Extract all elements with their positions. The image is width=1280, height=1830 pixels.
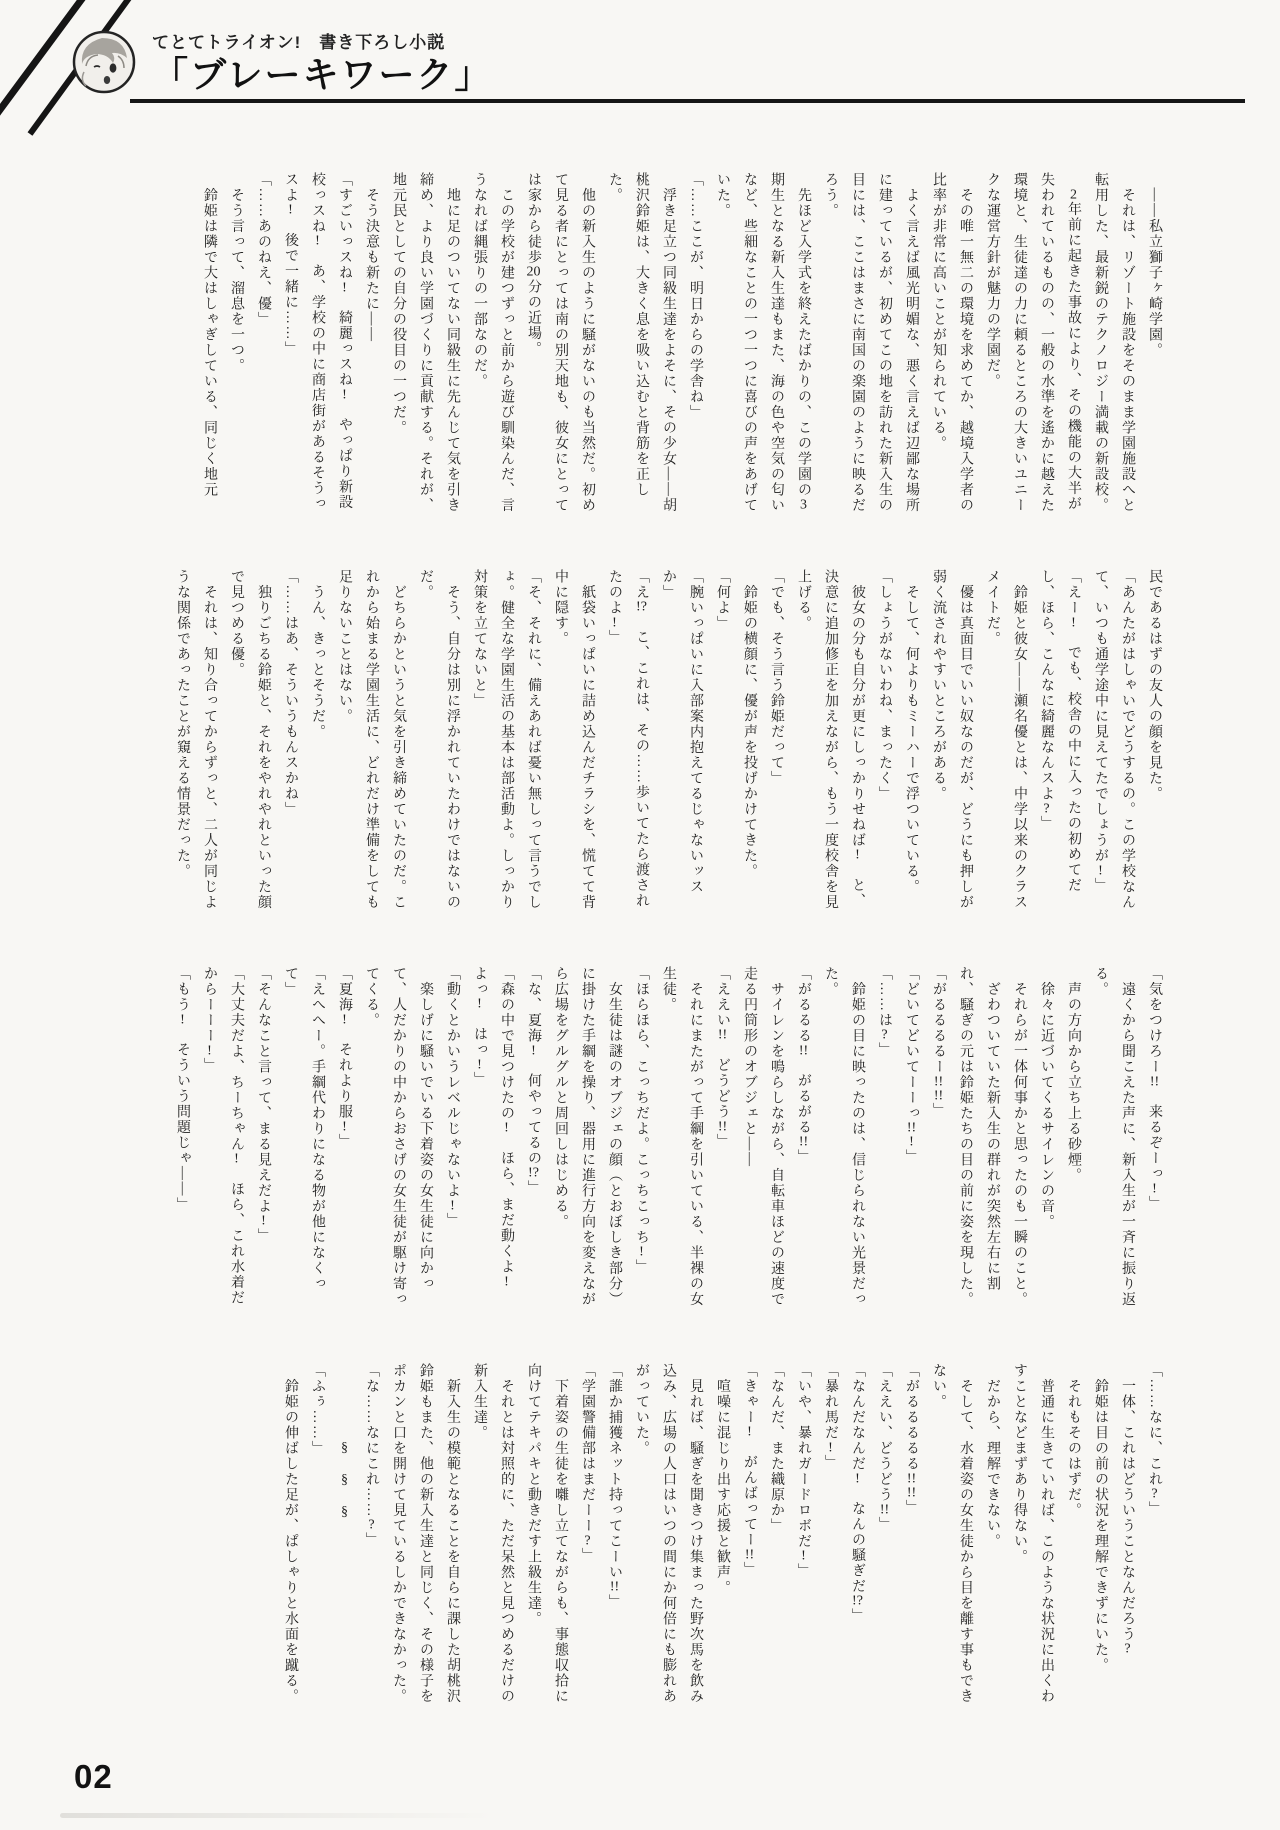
- paragraph: 下着姿の生徒を囃し立てながらも、事態収拾に向けてテキパキと動きだす上級生達。: [526, 1363, 568, 1704]
- paragraph: 「な……なにこれ……?」: [364, 1363, 379, 1548]
- paragraph: だから、理解できない。: [985, 1363, 1000, 1549]
- paragraph: 声の方向から立ち上る砂煙。: [1066, 966, 1081, 1183]
- paragraph: そして、何よりもミーハーで浮ついている。: [904, 569, 919, 895]
- page-number: 02: [74, 1758, 113, 1795]
- paragraph: 彼女の分も自分が更にしっかりせねば! と、決意に追加修正を加えながら、もう一度校舎を見上げる。: [796, 569, 865, 910]
- paragraph: ――私立獅子ヶ崎学園。: [1147, 172, 1162, 358]
- paragraph: 「……ここが、明日からの学舎ね」: [688, 172, 703, 420]
- paragraph: 「……なに、これ?」: [1147, 1363, 1162, 1517]
- paragraph: 2年前に起きた事故により、その機能の大半が失われているものの、一般の水準を遙かに越えた環境と、生徒達の力に頼るところの大きいユニークな運営方針が魅力の学園だ。: [985, 172, 1081, 513]
- paragraph: 鈴姫の伸ばした足が、ぱしゃりと水面を蹴る。: [283, 1363, 298, 1704]
- paragraph: 地に足のついてない同級生に先んじて気を引き締め、より良い学園づくりに貢献する。それが、地元民としての自分の役目の一つだ。: [391, 172, 460, 513]
- paragraph: 一体、これはどういうことなんだろう?: [1120, 1363, 1135, 1656]
- paragraph: 「えー! でも、校舎の中に入ったの初めてだし、ほら、こんなに綺麗なんスよ?」: [1039, 569, 1081, 893]
- avatar: [72, 30, 136, 94]
- text-band-4: [83, 1363, 1168, 1707]
- paragraph: 「がるるるるー!!!!」: [931, 966, 946, 1118]
- paragraph: 民であるはずの友人の顔を見た。: [1147, 569, 1162, 802]
- paragraph: 「しょうがないわね、まったく」: [877, 569, 892, 802]
- paragraph: サイレンを鳴らしながら、自転車ほどの速度で走る円筒形のオブジェと――: [742, 966, 784, 1307]
- paragraph: 「誰か捕獲ネット持ってこーい!!」: [607, 1363, 622, 1610]
- paragraph: それにまたがって手綱を引いている、半裸の女生徒。: [661, 966, 703, 1307]
- paragraph: 新入生の模範となることを自らに課した胡桃沢鈴姫もまた、他の新入生達と同じく、その様子をポカンと口を開けて見ているしかできなかった。: [391, 1363, 460, 1704]
- paragraph: 「……はあ、そういうもんスかね」: [283, 569, 298, 817]
- paragraph: 「がるるる!! がるがる!!」: [796, 966, 811, 1165]
- paragraph: 「何よ」: [715, 569, 730, 631]
- paragraph: そして、水着姿の女生徒から目を離す事もできない。: [931, 1363, 973, 1704]
- paragraph: そう決意も新たに――: [364, 172, 379, 343]
- paragraph: この学校が建つずっと前から遊び馴染んだ、言うなれば縄張りの一部なのだ。: [472, 172, 514, 513]
- paragraph: 「いや、暴れガードロボだ!」: [796, 1363, 811, 1579]
- paragraph: 「学園警備部はまだーー?」: [580, 1363, 595, 1563]
- paragraph: 先ほど入学式を終えたばかりの、この学園の3期生となる新入生達もまた、海の色や空気の匂いなど、些細なことの一つ一つに喜びの声をあげていた。: [715, 172, 811, 513]
- paragraph: 優は真面目でいい奴なのだが、どうにも押しが弱く流されやすいところがある。: [931, 569, 973, 910]
- paragraph: § § §: [337, 1363, 352, 1521]
- paragraph: 「なんだ、また織原か」: [769, 1363, 784, 1534]
- paragraph: そう言って、溜息を一つ。: [229, 172, 244, 374]
- paragraph: 「ええい!! どうどう!!」: [715, 966, 730, 1149]
- paragraph: 普通に生きていれば、このような状況に出くわすことなどまずあり得ない。: [1012, 1363, 1054, 1704]
- paragraph: 「そ、それに、備えあれば憂い無しって言うでしょ。健全な学園生活の基本は部活動よ。しっかり対策を立てないと」: [472, 569, 541, 910]
- paragraph: 「すごいっスね! 綺麗っスね! やっぱり新設校っスね! あ、学校の中に商店街があるそうっスよ! 後で一緒に……」: [283, 172, 352, 512]
- paragraph: ざわついていた新入生の群れが突然左右に割れ、騒ぎの元は鈴姫たちの目の前に姿を現した。: [958, 966, 1000, 1307]
- paragraph: 「ふぅ……」: [310, 1363, 325, 1456]
- paragraph: うん、きっとそうだ。: [310, 569, 325, 740]
- paragraph: 「夏海! それより服!」: [337, 966, 352, 1149]
- paragraph: 楽しげに騒いでいる下着姿の女生徒に向かって、人だかりの中からおさげの女生徒が駆け寄ってくる。: [364, 966, 433, 1307]
- paragraph: 「もう! そういう問題じゃ――」: [175, 966, 190, 1213]
- paragraph: それは、知り合ってからずっと、二人が同じような関係であったことが窺える情景だった。: [175, 569, 217, 910]
- paragraph: それは、リゾート施設をそのまま学園施設へと転用した、最新鋭のテクノロジー満載の新設校。: [1093, 172, 1135, 513]
- paragraph: 鈴姫は目の前の状況を理解できずにいた。: [1093, 1363, 1108, 1673]
- text-band-1: [83, 172, 1168, 516]
- text-band-2: [83, 569, 1168, 913]
- paragraph: それとは対照的に、ただ呆然と見つめるだけの新入生達。: [472, 1363, 514, 1704]
- paragraph: その唯一無二の環境を求めてか、越境入学者の比率が非常に高いことが知られている。: [931, 172, 973, 513]
- paragraph: 独りごちる鈴姫と、それをやれやれといった顔で見つめる優。: [229, 569, 271, 910]
- paragraph: よく言えば風光明媚な、悪く言えば辺鄙な場所に建っているが、初めてこの地を訪れた新入生の目には、ここはまさに南国の楽園のように映るだろう。: [823, 172, 919, 513]
- paragraph: 「え!? こ、これは、その……歩いてたら渡されたのよ!」: [607, 569, 649, 909]
- paragraph: 鈴姫と彼女――瀬名優とは、中学以来のクラスメイトだ。: [985, 569, 1027, 910]
- paragraph: 喧噪に混じり出す応援と歓声。: [715, 1363, 730, 1596]
- paragraph: 鈴姫の目に映ったのは、信じられない光景だった。: [823, 966, 865, 1307]
- scan-artifact: [60, 1813, 680, 1818]
- text-band-3: [83, 966, 1168, 1310]
- series-label: てとてトライオン! 書き下ろし小説: [152, 33, 446, 52]
- page-title: 「ブレーキワーク」: [152, 54, 493, 95]
- paragraph: 「森の中で見つけたの! ほら、まだ動くよ! よっ! はっ!」: [472, 966, 514, 1304]
- paragraph: 「ええい、どうどう!!」: [877, 1363, 892, 1532]
- paragraph: それらが一体何事かと思ったのも一瞬のこと。: [1012, 966, 1027, 1307]
- paragraph: 「そんなこと言って、まる見えだよ!」: [256, 966, 271, 1244]
- paragraph: 「気をつけろー!! 来るぞーっ!」: [1147, 966, 1162, 1211]
- paragraph: 「腕いっぱいに入部案内抱えてるじゃないッスか」: [661, 569, 703, 895]
- header-rule: [130, 99, 1245, 103]
- paragraph: 「暴れ馬だ!」: [823, 1363, 838, 1470]
- paragraph: 「でも、そう言う鈴姫だって」: [769, 569, 784, 786]
- header-text: [152, 28, 493, 95]
- paragraph: 他の新入生のように騒がないのも当然だ。初めて見る者にとっては南の別天地も、彼女にとっては家から徒歩20分の近場。: [526, 172, 595, 513]
- paragraph: 「動くとかいうレベルじゃないよ!」: [445, 966, 460, 1228]
- paragraph: 「がるるるるる!!!!」: [904, 1363, 919, 1515]
- paragraph: 鈴姫の横顔に、優が声を投げかけてきた。: [742, 569, 757, 879]
- paragraph: 「……は?」: [877, 966, 892, 1058]
- paragraph: 「どいてどいてーーっ!!!」: [904, 966, 919, 1165]
- paragraph: 「……あのねえ、優」: [256, 172, 271, 327]
- page-header: [0, 0, 1280, 110]
- paragraph: 浮き足立つ同級生達をよそに、その少女――胡桃沢鈴姫は、大きく息を吸い込むと背筋を正した。: [607, 172, 676, 513]
- paragraph: 「大丈夫だよ、ちーちゃん! ほら、これ水着だからーーー!」: [202, 966, 244, 1306]
- paragraph: 「きゃー! がんばってー!!」: [742, 1363, 757, 1577]
- paragraph: 遠くから聞こえた声に、新入生が一斉に振り返る。: [1093, 966, 1135, 1307]
- paragraph: そう、自分は別に浮かれていたわけではないのだ。: [418, 569, 460, 910]
- girl-portrait-icon: [72, 30, 136, 94]
- paragraph: それもそのはずだ。: [1066, 1363, 1081, 1518]
- paragraph: 徐々に近づいてくるサイレンの音。: [1039, 966, 1054, 1230]
- paragraph: どちらかというと気を引き締めていたのだ。これから始まる学園生活に、どれだけ準備をしても足りないことはない。: [337, 569, 406, 910]
- paragraph: 「あんたがはしゃいでどうするの。この学校なんて、いつも通学途中に見えてたでしょうが!」: [1093, 569, 1135, 910]
- paragraph: 紙袋いっぱいに詰め込んだチラシを、慌てて背中に隠す。: [553, 569, 595, 910]
- paragraph: 見れば、騒ぎを聞きつけ集まった野次馬を飲み込み、広場の人口はいつの間にか何倍にも膨れあがっていた。: [634, 1363, 703, 1704]
- paragraph: 「えへへー。手綱代わりになる物が他になくって」: [283, 966, 325, 1292]
- paragraph: 鈴姫は隣で大はしゃぎしている、同じく地元: [202, 172, 217, 498]
- paragraph: 「な、夏海! 何やってるの!?」: [526, 966, 541, 1196]
- paragraph: 女生徒は謎のオブジェの顔（とおぼしき部分）に掛けた手綱を操り、器用に進行方向を変えながら広場をグルグルと周回しはじめる。: [553, 966, 622, 1307]
- paragraph: 「なんだなんだ! なんの騒ぎだ!?」: [850, 1363, 865, 1624]
- paragraph: 「ほらほら、こっちだよ。こっちこっち!」: [634, 966, 649, 1275]
